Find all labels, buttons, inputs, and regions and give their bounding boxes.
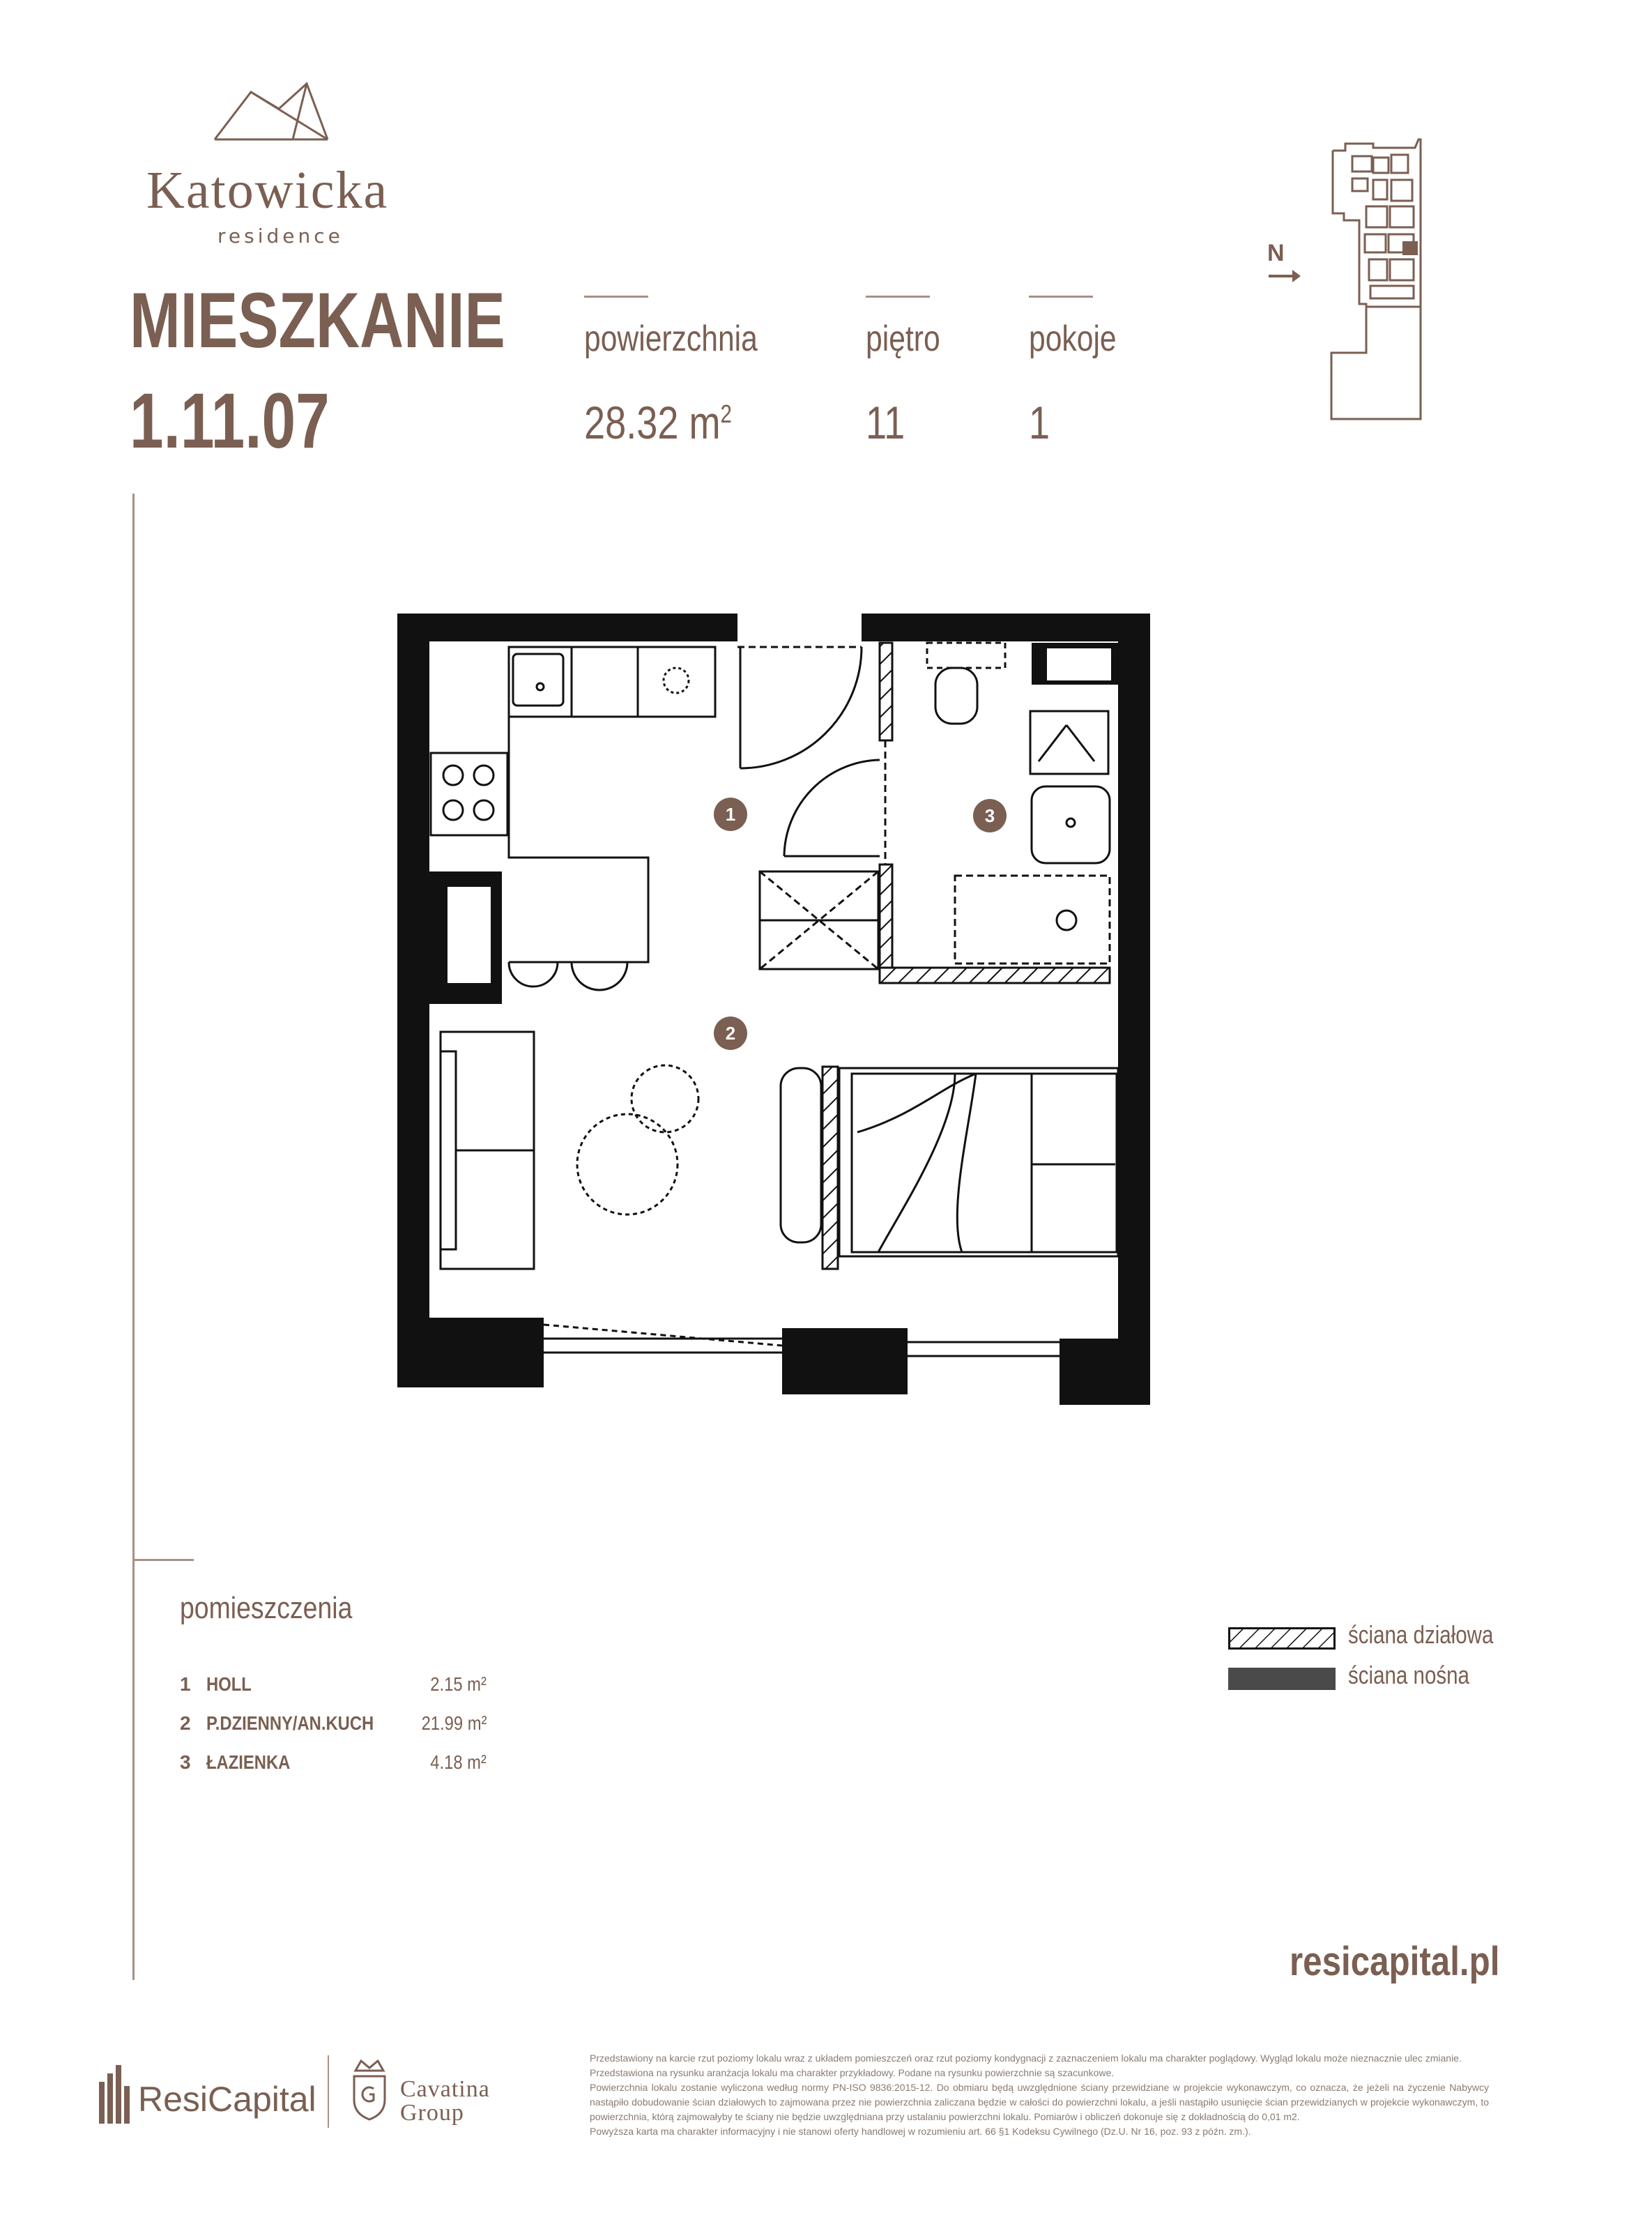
floor-plan [397, 614, 1150, 1408]
room-row [180, 1673, 487, 1701]
katowicka-logo-icon [209, 77, 335, 146]
building-key-plan [1324, 137, 1429, 422]
section-divider [132, 1559, 194, 1561]
stat-value-rooms: 1 [1029, 397, 1050, 448]
footer-divider [328, 2055, 329, 2128]
legend-label-partition: ściana działowa [1348, 1620, 1494, 1649]
north-arrow-icon [1267, 268, 1302, 284]
compass [1267, 240, 1309, 289]
stat-label-rooms: pokoje [1029, 319, 1117, 359]
legend-label-load-bearing: ściana nośna [1348, 1661, 1469, 1689]
disclaimer-line: Przedstawiona na rysunku aranżacja lokalu ma charakter przykładowy. Podane na rysunku powierzchnie są szacunkowe. [590, 2067, 1115, 2078]
room-row [180, 1712, 487, 1740]
wardrobe [760, 871, 878, 969]
apartment-number: 1.11.07 [130, 377, 330, 464]
website-link[interactable]: resicapital.pl [1290, 1939, 1500, 1984]
load-bearing-wall-swatch [1228, 1668, 1336, 1690]
entrance-door [737, 647, 862, 768]
cavatina-brand-line1: Cavatina [400, 2076, 490, 2102]
room-number: 1 [180, 1673, 191, 1695]
stat-rule [1029, 296, 1093, 298]
stat-rule [584, 296, 648, 298]
bathroom-door [784, 740, 885, 865]
disclaimer-line: Przedstawiony na karcie rzut poziomy lokalu wraz z układem pomieszczeń oraz rzut poziomy kondygnacji z zaznaczeniem lokalu ma charakter poglądowy. Wygląd lokalu może nieznacznie ulec zmianie. [590, 2053, 1462, 2064]
room-area: 21.99 m² [421, 1712, 487, 1734]
room-number: 2 [180, 1712, 191, 1734]
rooms-heading: pomieszczenia [180, 1591, 353, 1625]
room-marker-3 [973, 799, 1007, 832]
room-name: P.DZIENNY/AN.KUCH [206, 1712, 374, 1734]
apartment-label: MIESZKANIE [130, 277, 505, 364]
disclaimer-line: Powyższa karta ma charakter informacyjny i nie stanowi oferty handlowej w rozumieniu art. 66 §1 Kodeksu Cywilnego (Dz.U. Nr 16, poz. 93 z późn. zm.). [590, 2126, 1251, 2137]
room-row [180, 1751, 487, 1779]
resicapital-logo-icon [98, 2061, 132, 2125]
stat-value-area-unit: 2 [720, 399, 732, 428]
bathroom-fixtures [927, 643, 1110, 964]
brand-name: Katowicka [146, 161, 389, 220]
partition-wall-swatch [1228, 1627, 1336, 1650]
vertical-divider [132, 494, 135, 1980]
stat-value-area [584, 396, 732, 449]
room-number: 3 [180, 1751, 191, 1773]
disclaimer [590, 2051, 1489, 2139]
room-marker-1 [714, 798, 747, 831]
room-marker-2 [714, 1016, 747, 1050]
room-name: ŁAZIENKA [206, 1751, 291, 1773]
disclaimer-line: Powierzchnia lokalu zostanie wyliczona według normy PN-ISO 9836:2015-12. Do obmiaru będą uwzględnione ściany przewidziane w projekcie wykonawczym, co oznacza, że jeżeli na życzenie Nabywcy nastąpiło dobudowanie ścian działowych to zajmowana przez nie powierzchnia zaliczana będzie w całości do powierzchni lokalu, a jeśli nastąpiło usunięcie ścian przewidzianych w projekcie wykonawczym, to powierzchnia, którą zajmowałyby te ściany nie będzie uwzględniana przy ustalaniu powierzchni lokalu. Pomiarów i obliczeń dokonuje się z dokładnością do 0,01 m2. [590, 2082, 1489, 2122]
compass-label: N [1267, 240, 1285, 266]
room-name: HOLL [206, 1673, 252, 1695]
resicapital-brand: ResiCapital [138, 2080, 316, 2119]
load-bearing-walls [397, 614, 1150, 1405]
room-area: 4.18 m² [430, 1751, 487, 1773]
room-marker-3-label: 3 [984, 805, 995, 826]
room-area: 2.15 m² [430, 1673, 487, 1695]
coffee-tables [577, 1065, 698, 1215]
stat-value-area-number: 28.32 m [584, 397, 721, 448]
cavatina-brand-line2: Group [400, 2100, 464, 2126]
brand-subtitle: residence [217, 224, 344, 248]
stat-rule [866, 296, 930, 298]
sofa [441, 1032, 534, 1269]
room-marker-2-label: 2 [725, 1023, 736, 1044]
stat-label-area: powierzchnia [584, 319, 758, 359]
stat-label-floor: piętro [866, 319, 940, 359]
cavatina-crest-icon [349, 2057, 390, 2122]
stat-value-floor: 11 [866, 397, 905, 448]
room-marker-1-label: 1 [725, 804, 736, 825]
